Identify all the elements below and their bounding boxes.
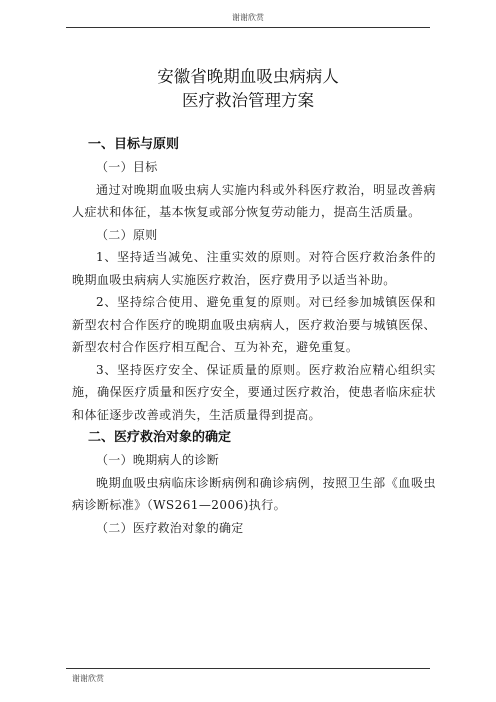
- section-heading-goals-principles: 一、目标与原则: [88, 137, 180, 152]
- document-body: [72, 133, 436, 539]
- document-title-line-2: 医疗救治管理方案: [182, 91, 314, 110]
- paragraph-principle-1: 1、坚持适当减免、注重实效的原则。对符合医疗救治条件的晚期血吸虫病病人实施医疗救治，医疗费用予以适当补助。: [72, 250, 436, 287]
- header-rule: [66, 27, 430, 28]
- footer-rule: [66, 668, 430, 669]
- subsection-heading-diagnosis: （一）晚期病人的诊断: [96, 453, 220, 467]
- document-title-line-1: 安徽省晚期血吸虫病病人: [157, 67, 339, 86]
- page-footer-text: 谢谢欣赏: [72, 674, 104, 683]
- subsection-heading-principles: （二）原则: [96, 227, 158, 242]
- section-heading-treatment-targets: 二、医疗救治对象的确定: [88, 430, 232, 445]
- paragraph-principle-3: 3、坚持医疗安全、保证质量的原则。医疗救治应精心组织实施，确保医疗质量和医疗安全，要通过医疗救治，使患者临床症状和体征逐步改善或消失，生活质量得到提高。: [72, 362, 436, 422]
- subsection-heading-target-determination: （二）医疗救治对象的确定: [96, 520, 244, 535]
- paragraph-diagnosis: 晚期血吸虫病临床诊断病例和确诊病例，按照卫生部《血吸虫病诊断标准》（WS261—2006)执行。: [72, 475, 436, 512]
- paragraph-goal: 通过对晚期血吸虫病人实施内科或外科医疗救治，明显改善病人症状和体征，基本恢复或部分恢复劳动能力，提高生活质量。: [72, 182, 436, 219]
- subsection-heading-goal: （一）目标: [96, 160, 158, 174]
- page-header-text: 谢谢欣赏: [232, 13, 264, 22]
- paragraph-principle-2: 2、坚持综合使用、避免重复的原则。对已经参加城镇医保和新型农村合作医疗的晚期血吸虫病病人，医疗救治要与城镇医保、新型农村合作医疗相互配合、互为补充，避免重复。: [72, 295, 436, 354]
